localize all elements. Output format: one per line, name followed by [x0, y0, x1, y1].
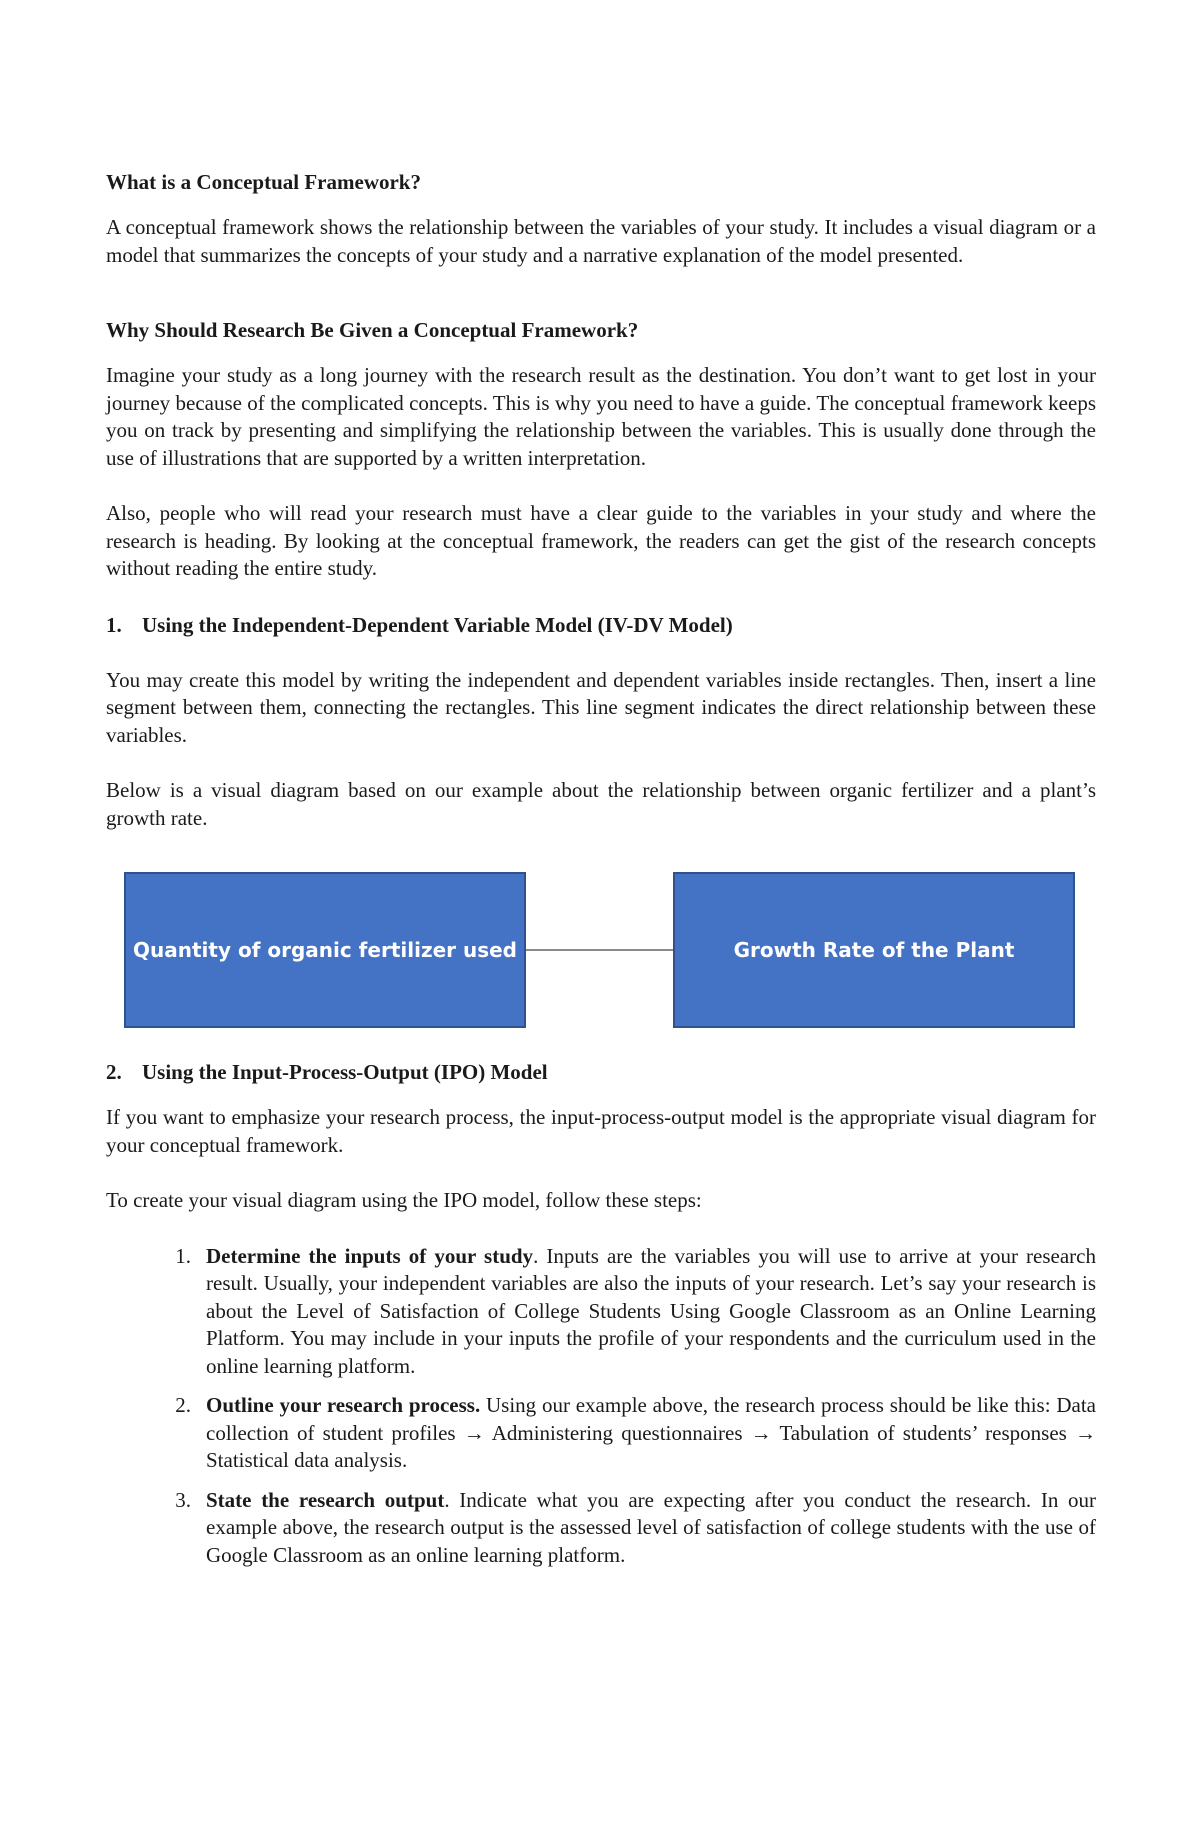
step-number: 1. [175, 1243, 191, 1268]
document-page [106, 168, 1096, 1569]
list-item [106, 1487, 1096, 1570]
heading-model-1 [106, 611, 1096, 639]
step-title: State the research output [206, 1487, 445, 1512]
independent-variable-box [124, 872, 526, 1028]
paragraph-ivdv-instructions: You may create this model by writing the independent and dependent variables inside rectangles. Then, insert a line segment between them, connecting the rectangles. This line segment indicates the direct relationship between these variables. [106, 667, 1096, 747]
heading-model-2 [106, 1058, 1096, 1086]
step-text [206, 1487, 1096, 1570]
list-item [106, 1392, 1096, 1475]
paragraph-ipo-intro: If you want to emphasize your research process, the input-process-output model is the appropriate visual diagram for your conceptual framework. [106, 1105, 1096, 1157]
paragraph-readers: Also, people who will read your research must have a clear guide to the variables in your study and where the research is heading. By looking at the conceptual framework, the readers can get the gist of the research concepts without reading the entire study. [106, 501, 1096, 580]
paragraph-journey: Imagine your study as a long journey with the research result as the destination. You don’t want to get lost in your journey because of the complicated concepts. This is why you need to have a guide. The conceptual framework keeps you on track by presenting and simplifying the relationship between the variables. This is usually done through the use of illustrations that are supported by a written interpretation. [106, 363, 1096, 470]
step-title: Outline your research process. [206, 1393, 481, 1417]
heading-why: Why Should Research Be Given a Conceptual Framework? [106, 318, 639, 342]
step-body: . Indicate what you are expecting after you conduct the research. In our example above, the research output is the assessed level of satisfaction of college students with the use of Google Classroom as an online learning platform. [206, 1487, 1097, 1567]
heading-number: 2. [106, 1060, 122, 1084]
heading-number: 1. [106, 612, 122, 637]
ipo-steps-list [106, 1243, 1096, 1570]
paragraph-ipo-steps-intro: To create your visual diagram using the IPO model, follow these steps: [106, 1188, 702, 1212]
ivdv-diagram [124, 872, 1082, 1032]
step-number: 3. [175, 1487, 191, 1512]
step-body: Using our example above, the research process should be like this: Data collection of student profiles → Administering questionnaires → Tabulation of students’ responses → Statistical data analysis. [206, 1393, 1096, 1472]
step-title: Determine the inputs of your study [206, 1243, 534, 1268]
list-item [106, 1243, 1096, 1381]
step-text [206, 1243, 1096, 1381]
paragraph-diagram-intro: Below is a visual diagram based on our example about the relationship between organic fertilizer and a plant’s growth rate. [106, 778, 1096, 830]
heading-text: Using the Independent-Dependent Variable Model (IV-DV Model) [142, 612, 733, 637]
dependent-variable-box [673, 872, 1075, 1028]
independent-variable-label: Quantity of organic fertilizer used [133, 938, 517, 962]
paragraph-definition: A conceptual framework shows the relationship between the variables of your study. It includes a visual diagram or a model that summarizes the concepts of your study and a narrative explanation of the model presented. [106, 215, 1096, 267]
dependent-variable-label: Growth Rate of the Plant [733, 938, 1015, 962]
step-number: 2. [175, 1393, 191, 1417]
heading-text: Using the Input-Process-Output (IPO) Model [142, 1060, 548, 1084]
heading-what-is: What is a Conceptual Framework? [106, 170, 421, 194]
step-body: . Inputs are the variables you will use to arrive at your research result. Usually, your independent variables are also the inputs of your research. Let’s say your research is about the Level of Satisfaction of College Students Using Google Classroom as an Online Learning Platform. You may include in your inputs the profile of your respondents and the curriculum used in the online learning platform. [206, 1243, 1096, 1378]
step-text [206, 1392, 1096, 1475]
relationship-connector-line [526, 949, 673, 951]
